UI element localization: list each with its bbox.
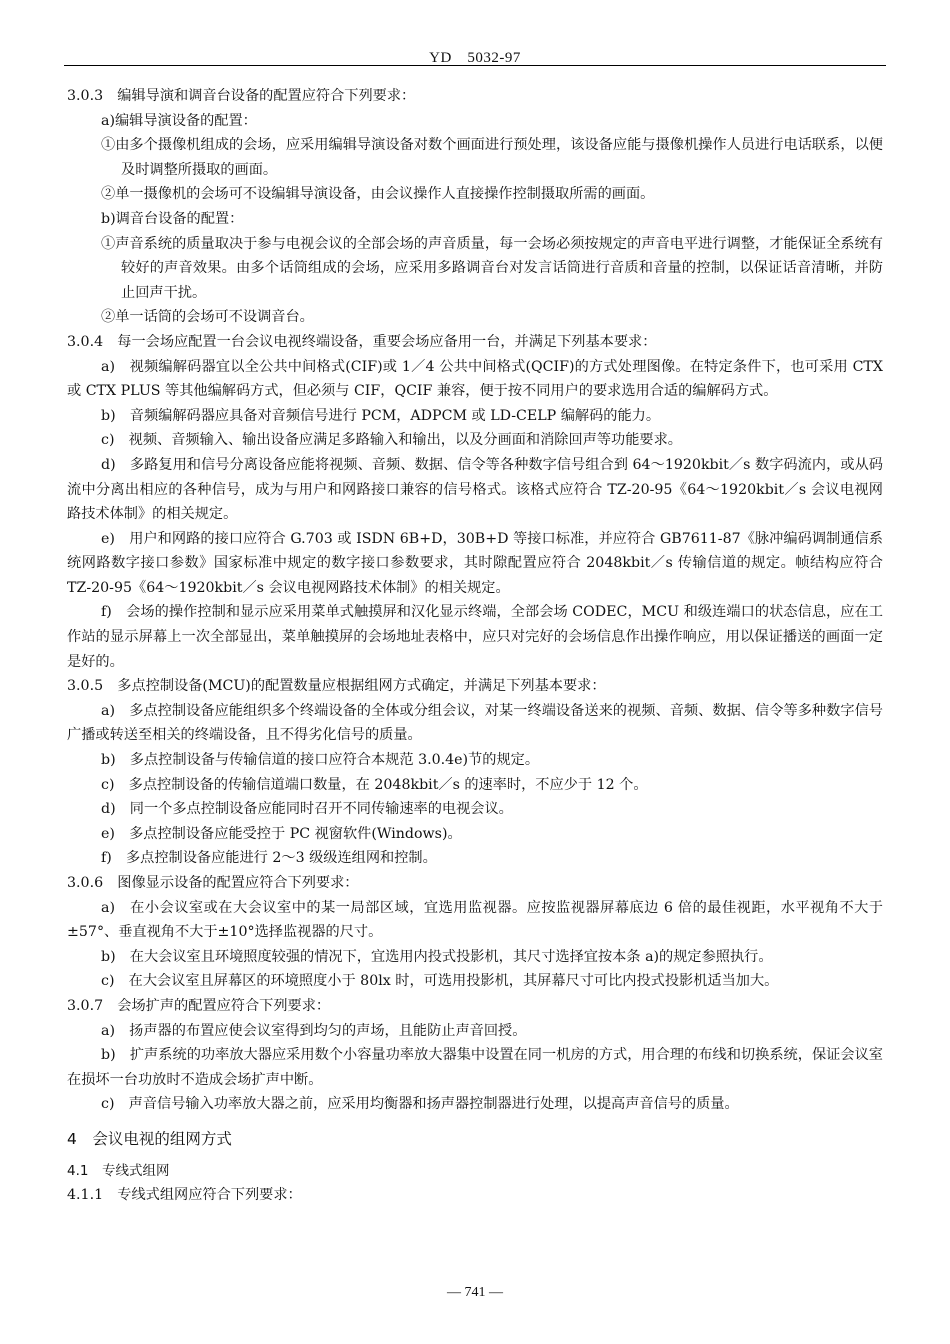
item-a-2: ②单一摄像机的会场可不设编辑导演设备，由会议操作人直接操作控制摄取所需的画面。 bbox=[101, 186, 655, 203]
item-b-2: ②单一话筒的会场可不设调音台。 bbox=[101, 309, 314, 326]
running-header: YD 5032-97 bbox=[429, 50, 521, 66]
clause-4-1-1: 4.1.1 专线式组网应符合下列要求： bbox=[67, 1186, 302, 1203]
clause-3-0-4-d: d) 多路复用和信号分离设备应能将视频、音频、数据、信令等各种数字信号组合到 64～1920kbit／s 数字码流内，或从码流中分离出相应的各种信号，成为与用户和网路接口兼容的信号格式。该格式应符合 TZ-20-95《64～1920kbit／s 会议电视网路技术体制》的相关规定。 bbox=[67, 456, 883, 523]
clause-3-0-5-f: f) 多点控制设备应能进行 2～3 级级连组网和控制。 bbox=[101, 850, 437, 867]
clause-3-0-7: 3.0.7 会场扩声的配置应符合下列要求： bbox=[67, 997, 331, 1014]
clause-3-0-5-a: a) 多点控制设备应能组织多个终端设备的全体或分组会议，对某一终端设备送来的视频、音频、数据、信令等多种数字信号广播或转送至相关的终端设备，且不得劣化信号的质量。 bbox=[67, 702, 883, 744]
clause-3-0-4-a: a) 视频编解码器宜以全公共中间格式(CIF)或 1／4 公共中间格式(QCIF)的方式处理图像。在特定条件下，也可采用 CTX 或 CTX PLUS 等其他编解码方式，但必须与 CIF，QCIF 兼容，便于按不同用户的要求选用合适的编解码方式。 bbox=[67, 358, 883, 400]
clause-3-0-5: 3.0.5 多点控制设备(MCU)的配置数量应根据组网方式确定，并满足下列基本要求： bbox=[67, 678, 606, 695]
clause-3-0-4: 3.0.4 每一会场应配置一台会议电视终端设备，重要会场应备用一台，并满足下列基本要求： bbox=[67, 333, 657, 350]
item-a-1: ①由多个摄像机组成的会场，应采用编辑导演设备对数个画面进行预处理，该设备应能与摄像机操作人员进行电话联系，以便及时调整所摄取的画面。 bbox=[101, 137, 883, 178]
clause-3-0-7-b: b) 扩声系统的功率放大器应采用数个小容量功率放大器集中设置在同一机房的方式，用合理的布线和切换系统，保证会议室在损坏一台功放时不造成会场扩声中断。 bbox=[67, 1047, 883, 1088]
section-4-heading: 4 会议电视的组网方式 bbox=[67, 1129, 232, 1148]
item-b-1: ①声音系统的质量取决于参与电视会议的全部会场的声音质量，每一会场必须按规定的声音电平进行调整，才能保证全系统有较好的声音效果。由多个话筒组成的会场，应采用多路调音台对发言话筒进行音质和音量的控制，以保证话音清晰，并防止回声干扰。 bbox=[101, 235, 883, 301]
document-body bbox=[67, 84, 883, 1208]
clause-3-0-5-d: d) 同一个多点控制设备应能同时召开不同传输速率的电视会议。 bbox=[101, 801, 513, 818]
clause-3-0-5-b: b) 多点控制设备与传输信道的接口应符合本规范 3.0.4e)节的规定。 bbox=[101, 752, 540, 769]
clause-3-0-4-e: e) 用户和网路的接口应符合 G.703 或 ISDN 6B+D，30B+D 等接口标准，并应符合 GB7611-87《脉冲编码调制通信系统网路数字接口参数》国家标准中规定的数字接口参数要求，其时隙配置应符合 2048kbit／s 传输信道的规定。帧结构应符合 TZ-20-95《64～1920kbit／s 会议电视网路技术体制》的相关规定。 bbox=[67, 530, 883, 596]
clause-3-0-3: 3.0.3 编辑导演和调音台设备的配置应符合下列要求： bbox=[67, 88, 416, 104]
clause-3-0-7-c: c) 声音信号输入功率放大器之前，应采用均衡器和扬声器控制器进行处理，以提高声音信号的质量。 bbox=[101, 1096, 739, 1113]
clause-3-0-5-c: c) 多点控制设备的传输信道端口数量，在 2048kbit／s 的速率时，不应少于 12 个。 bbox=[101, 776, 648, 793]
clause-3-0-4-b: b) 音频编解码器应具备对音频信号进行 PCM，ADPCM 或 LD-CELP 编解码的能力。 bbox=[101, 407, 661, 424]
clause-3-0-5-e: e) 多点控制设备应能受控于 PC 视窗软件(Windows)。 bbox=[101, 825, 462, 842]
header-rule bbox=[64, 65, 886, 66]
clause-3-0-6: 3.0.6 图像显示设备的配置应符合下列要求： bbox=[67, 875, 359, 891]
page-number: — 741 — bbox=[447, 1285, 503, 1300]
clause-3-0-6-a: a) 在小会议室或在大会议室中的某一局部区域，宜选用监视器。应按监视器屏幕底边 6 倍的最佳视距，水平视角不大于±57°、垂直视角不大于±10°选择监视器的尺寸。 bbox=[67, 899, 883, 941]
item-a-heading: a)编辑导演设备的配置： bbox=[101, 112, 257, 129]
clause-3-0-7-a: a) 扬声器的布置应使会议室得到均匀的声场，且能防止声音回授。 bbox=[101, 1022, 527, 1039]
clause-3-0-4-c: c) 视频、音频输入、输出设备应满足多路输入和输出，以及分画面和消除回声等功能要求。 bbox=[101, 432, 682, 449]
clause-3-0-4-f: f) 会场的操作控制和显示应采用菜单式触摸屏和汉化显示终端，全部会场 CODEC，MCU 和级连端口的状态信息，应在工作站的显示屏幕上一次全部显出，菜单触摸屏的会场地址表格中，应只对完好的会场信息作出操作响应，用以保证播送的画面一定是好的。 bbox=[67, 604, 883, 670]
clause-3-0-6-b: b) 在大会议室且环境照度较强的情况下，宜选用内投式投影机，其尺寸选择宜按本条 a)的规定参照执行。 bbox=[101, 948, 773, 965]
item-b-heading: b)调音台设备的配置： bbox=[101, 210, 244, 227]
section-4-1-heading: 4.1 专线式组网 bbox=[67, 1162, 170, 1179]
clause-3-0-6-c: c) 在大会议室且屏幕区的环境照度小于 80lx 时，可选用投影机，其屏幕尺寸可比内投式投影机适当加大。 bbox=[101, 973, 779, 990]
